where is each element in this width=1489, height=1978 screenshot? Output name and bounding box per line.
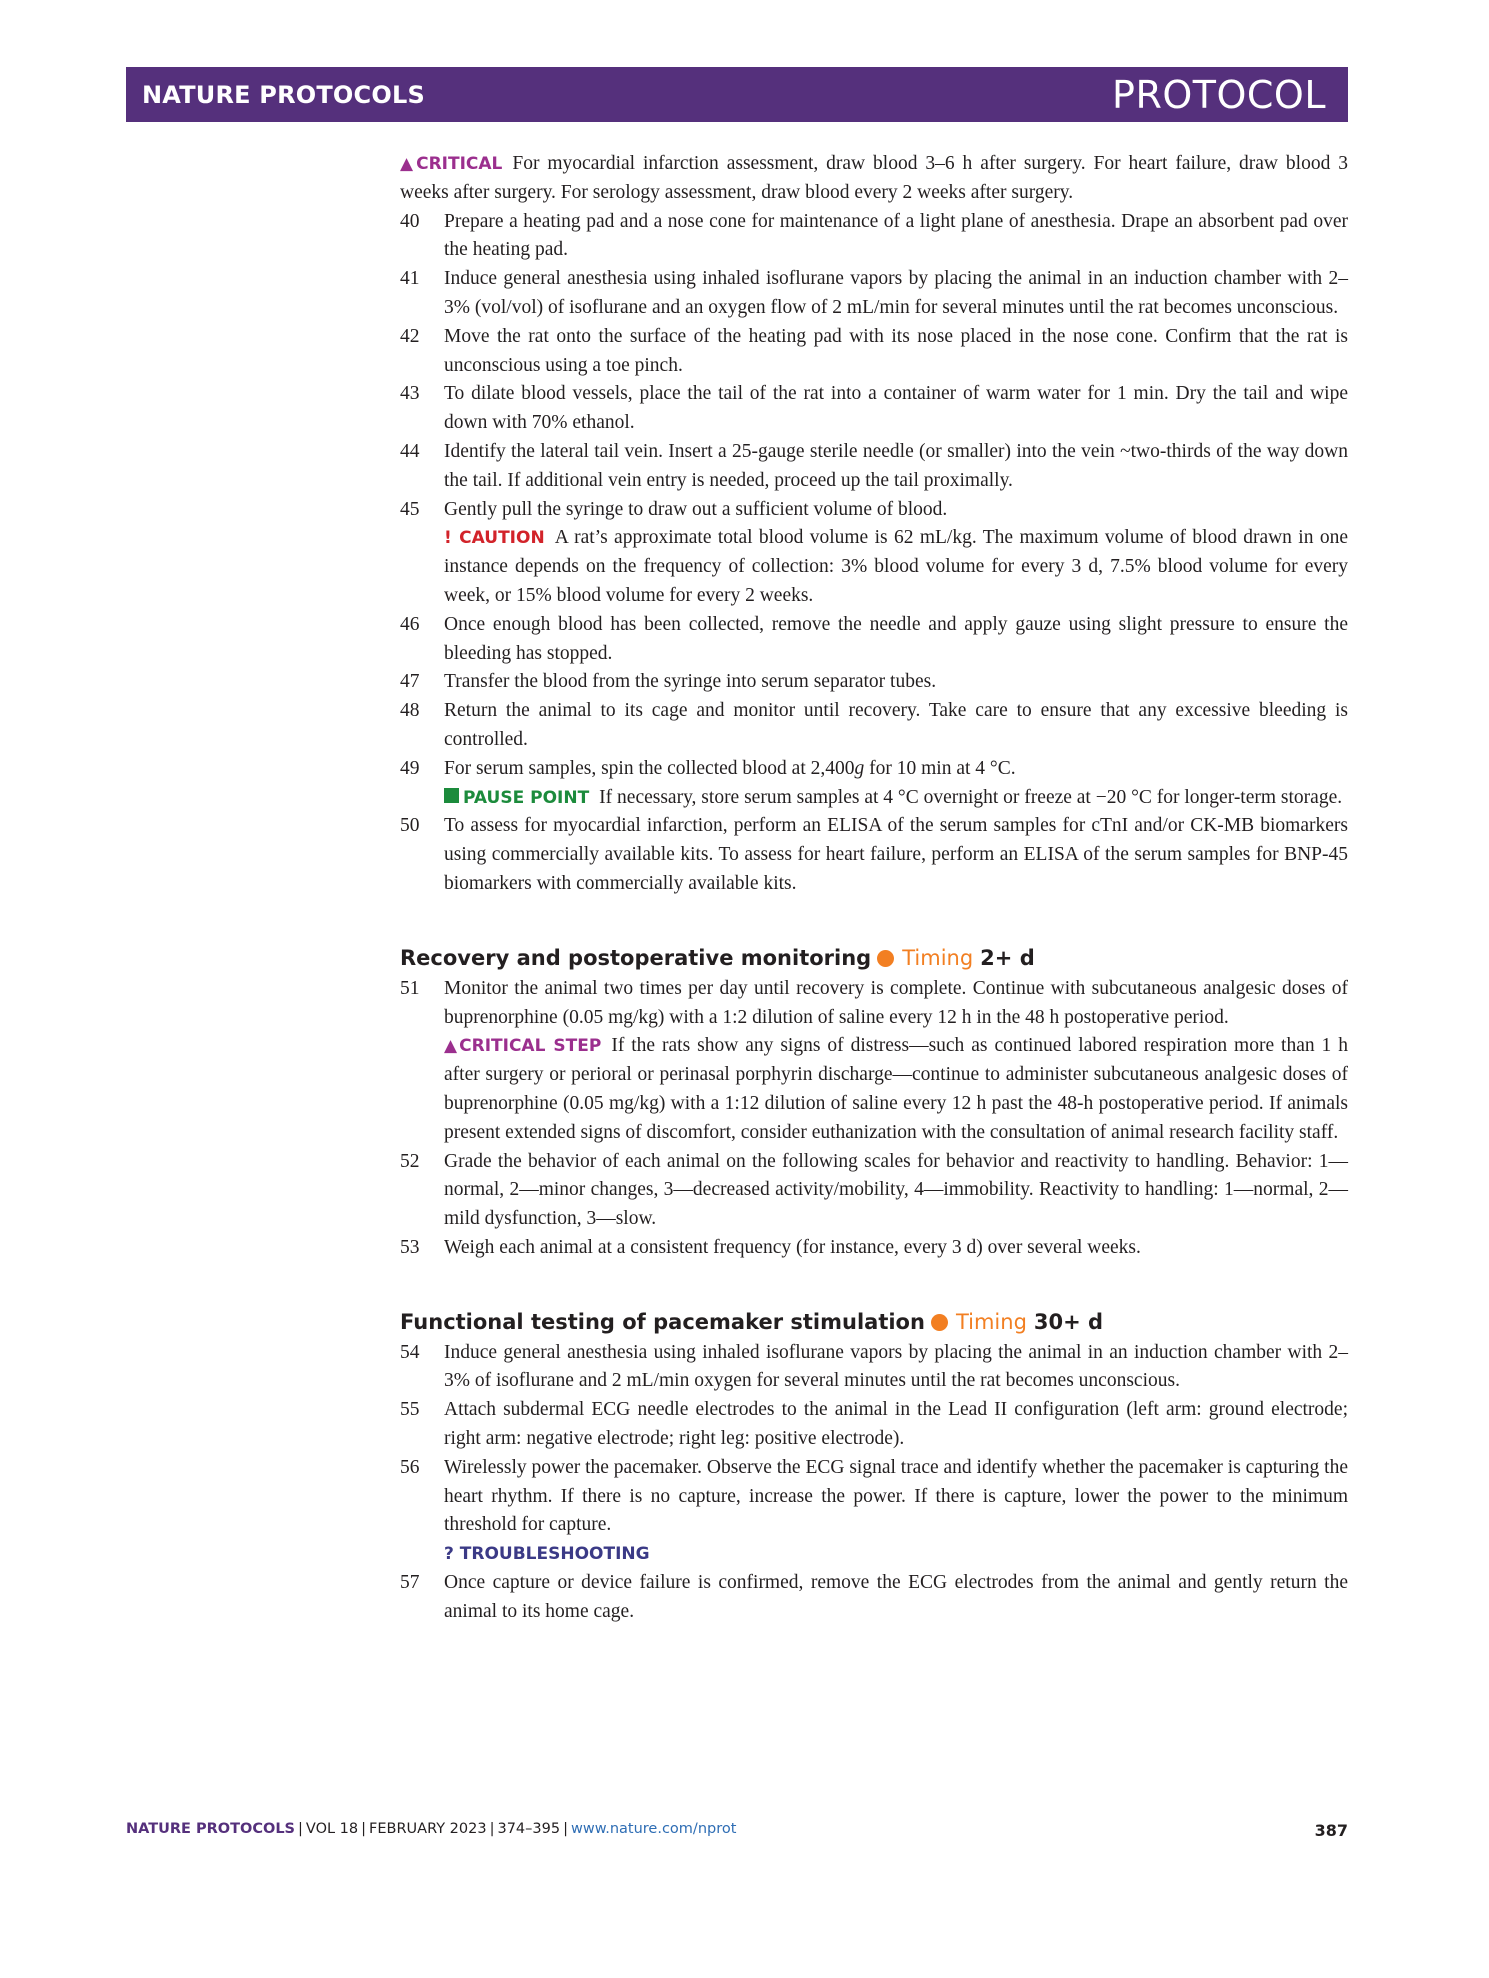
footer-date: FEBRUARY 2023: [369, 1821, 487, 1837]
step-52: [400, 1148, 1348, 1234]
step-number: 56: [400, 1456, 420, 1478]
step-number: 54: [400, 1341, 420, 1363]
section-title: Functional testing of pacemaker stimulation: [400, 1309, 925, 1334]
step-text: Grade the behavior of each animal on the following scales for behavior and reactivity to handling. Behavior: 1—normal, 2—minor changes, 3—decreased activity/mobility, 4—immobility. Reactivity to handling: 1—normal, 2—mild dysfunction, 3—slow.: [444, 1150, 1348, 1230]
critical-label: ▲CRITICAL: [400, 154, 503, 174]
step-number: 44: [400, 440, 420, 462]
section-heading-functional: [400, 1307, 1348, 1337]
step-43: [400, 380, 1348, 438]
step-47: [400, 668, 1348, 697]
caution-note: [444, 524, 1348, 610]
step-54: [400, 1339, 1348, 1397]
step-text: Induce general anesthesia using inhaled isoflurane vapors by placing the animal in an induction chamber with 2–3% of isoflurane and 2 mL/min oxygen for several minutes until the rat becomes unconscious.: [444, 1341, 1348, 1392]
section-title: Recovery and postoperative monitoring: [400, 945, 872, 970]
step-text: Once enough blood has been collected, remove the needle and apply gauze using slight pressure to ensure the bleeding has stopped.: [444, 613, 1348, 664]
timing-dot-icon: [877, 950, 894, 967]
step-49: [400, 755, 1348, 813]
footer-pages: 374–395: [497, 1821, 561, 1837]
step-text: Return the animal to its cage and monitor until recovery. Take care to ensure that any excessive bleeding is controlled.: [444, 700, 1348, 750]
timing-label: Timing: [902, 945, 974, 970]
pause-point-note: [444, 784, 1348, 813]
pause-label: PAUSE POINT: [463, 787, 590, 808]
step-text: Prepare a heating pad and a nose cone for maintenance of a light plane of anesthesia. Drape an absorbent pad over the heating pad.: [444, 210, 1348, 261]
pause-text: If necessary, store serum samples at 4 °C overnight or freeze at −20 °C for longer-term storage.: [599, 786, 1343, 808]
step-57: [400, 1569, 1348, 1627]
footer-volume: VOL 18: [305, 1821, 359, 1837]
step-text: Transfer the blood from the syringe into serum separator tubes.: [444, 671, 937, 693]
step-number: 49: [400, 757, 420, 779]
critical-note: [400, 150, 1348, 208]
step-45: [400, 496, 1348, 611]
timing-label: Timing: [955, 1309, 1027, 1334]
critical-text: For myocardial infarction assessment, draw blood 3–6 h after surgery. For heart failure, draw blood 3 weeks after surgery. For serology assessment, draw blood every 2 weeks after surgery.: [400, 153, 1348, 203]
step-text: Induce general anesthesia using inhaled isoflurane vapors by placing the animal in an induction chamber with 2–3% (vol/vol) of isoflurane and an oxygen flow of 2 mL/min for several minutes until the rat becomes unconscious.: [444, 268, 1348, 318]
step-48: [400, 697, 1348, 755]
step-text: Attach subdermal ECG needle electrodes to the animal in the Lead II configuration (left arm: ground electrode; right arm: negative electrode; right leg: positive electrode).: [444, 1399, 1348, 1450]
step-text: [444, 755, 1348, 784]
step-number: 47: [400, 671, 420, 693]
page-footer: NATURE PROTOCOLS | VOL 18 | FEBRUARY 2023 | 374–395 | www.nature.com/nprot 387: [126, 1821, 1348, 1840]
section-heading-recovery: [400, 943, 1348, 973]
main-content: [400, 150, 1348, 1627]
step-text: Gently pull the syringe to draw out a sufficient volume of blood.: [444, 498, 948, 520]
caution-label: ! CAUTION: [444, 528, 545, 549]
step-text: Wirelessly power the pacemaker. Observe the ECG signal trace and identify whether the pacemaker is capturing the heart rhythm. If there is no capture, increase the power. If there is capture, lower the power to the minimum threshold for capture.: [444, 1456, 1348, 1536]
step-50: [400, 812, 1348, 898]
step-number: 50: [400, 815, 420, 837]
running-header: [126, 67, 1348, 122]
critical-step-note: [444, 1032, 1348, 1147]
step-56: [400, 1454, 1348, 1569]
step-text: To dilate blood vessels, place the tail of the rat into a container of warm water for 1 min. Dry the tail and wipe down with 70% ethanol.: [444, 383, 1348, 434]
caution-text: A rat’s approximate total blood volume is 62 mL/kg. The maximum volume of blood drawn in one instance depends on the frequency of collection: 3% blood volume for every 3 d, 7.5% blood volume for every week, or 15% blood volume for every 2 weeks.: [444, 527, 1349, 606]
critical-step-text: If the rats show any signs of distress—such as continued labored respiration more than 1 h after surgery or perioral or perinasal porphyrin discharge—continue to administer subcutaneous analgesic doses of buprenorphine (0.05 mg/kg) with a 1:12 dilution of saline every 12 h past the 48-h postoperative period. If animals present extended signs of discomfort, consider euthanization with the consultation of animal research facility staff.: [444, 1035, 1348, 1143]
page-number: 387: [1314, 1821, 1348, 1840]
step-number: 40: [400, 210, 420, 232]
step-number: 52: [400, 1150, 420, 1172]
pause-square-icon: [444, 788, 459, 803]
g-force-symbol: g: [854, 757, 865, 779]
step-40: [400, 208, 1348, 266]
footer-url-link[interactable]: www.nature.com/nprot: [570, 1821, 737, 1837]
timing-value: 2+ d: [980, 945, 1035, 970]
timing-dot-icon: [931, 1314, 948, 1331]
step-text: Once capture or device failure is confirmed, remove the ECG electrodes from the animal and gently return the animal to its home cage.: [444, 1572, 1348, 1622]
step-number: 55: [400, 1399, 420, 1421]
step-number: 48: [400, 700, 420, 722]
step-53: [400, 1234, 1348, 1263]
step-number: 43: [400, 383, 420, 405]
footer-journal: NATURE PROTOCOLS: [126, 1821, 296, 1837]
step-51: [400, 975, 1348, 1148]
step-number: 41: [400, 268, 420, 290]
journal-name: NATURE PROTOCOLS: [142, 80, 425, 109]
timing-value: 30+ d: [1033, 1309, 1104, 1334]
step-number: 42: [400, 325, 420, 347]
step-text-part: For serum samples, spin the collected blood at 2,400: [444, 757, 855, 779]
step-42: [400, 323, 1348, 381]
critical-step-label: ▲CRITICAL STEP: [444, 1036, 602, 1057]
step-text: To assess for myocardial infarction, perform an ELISA of the serum samples for cTnI and/or CK-MB biomarkers using commercially available kits. To assess for heart failure, perform an ELISA of the serum samples for BNP-45 biomarkers with commercially available kits.: [444, 815, 1348, 894]
step-number: 51: [400, 977, 420, 999]
step-text: Move the rat onto the surface of the heating pad with its nose placed in the nose cone. Confirm that the rat is unconscious using a toe pinch.: [444, 325, 1348, 376]
step-number: 46: [400, 613, 420, 635]
step-number: 57: [400, 1572, 420, 1594]
step-text-part: for 10 min at 4 °C.: [864, 757, 1016, 779]
troubleshooting-note: [444, 1540, 1348, 1569]
step-44: [400, 438, 1348, 496]
step-text: Weigh each animal at a consistent frequency (for instance, every 3 d) over several weeks.: [444, 1236, 1141, 1258]
step-text: Monitor the animal two times per day until recovery is complete. Continue with subcutaneous analgesic doses of buprenorphine (0.05 mg/kg) with a 1:2 dilution of saline every 12 h in the 48 h postoperative period.: [444, 977, 1348, 1028]
step-46: [400, 611, 1348, 669]
article-type: PROTOCOL: [1112, 72, 1326, 117]
step-number: 53: [400, 1236, 420, 1258]
step-text: Identify the lateral tail vein. Insert a 25-gauge sterile needle (or smaller) into the vein ~two-thirds of the way down the tail. If additional vein entry is needed, proceed up the tail proximally.: [444, 440, 1348, 491]
troubleshooting-label: ? TROUBLESHOOTING: [444, 1544, 650, 1565]
step-41: [400, 265, 1348, 323]
step-number: 45: [400, 498, 420, 520]
step-55: [400, 1396, 1348, 1454]
